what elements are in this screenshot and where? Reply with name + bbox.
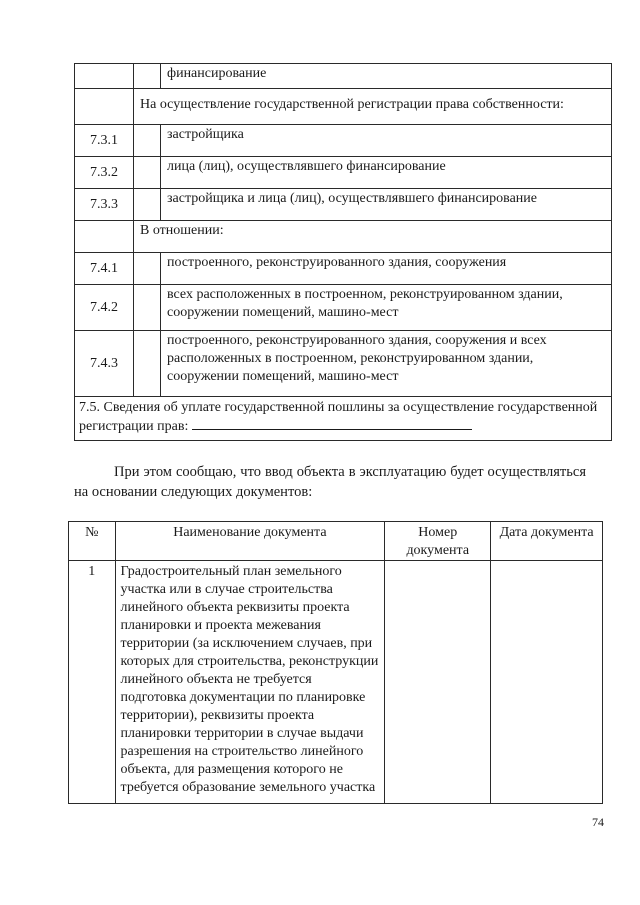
page-number: 74 xyxy=(592,815,604,829)
num-cell xyxy=(75,89,134,125)
row-text: построенного, реконструированного здания, сооружения xyxy=(161,253,612,285)
table-row xyxy=(75,157,612,189)
row-text: всех расположенных в построенном, реконструированном здании, сооружении помещений, машино-мест xyxy=(161,285,612,331)
empty-cell xyxy=(134,157,161,189)
empty-cell xyxy=(134,64,161,89)
empty-cell xyxy=(134,253,161,285)
table-row xyxy=(75,221,612,253)
doc-row-date[interactable] xyxy=(491,561,603,804)
state-fee-row xyxy=(75,397,612,441)
row-number: 7.3.3 xyxy=(75,189,134,221)
table-row xyxy=(75,331,612,397)
table-header-row xyxy=(69,522,603,561)
row-text: застройщика xyxy=(161,125,612,157)
table-row xyxy=(75,285,612,331)
doc-row-name: Градостроительный план земельного участка или в случае строительства линейного объекта реквизиты проекта планировки и проекта межевания территории (за исключением случаев, при которых для строительства, реконструкции линейного объекта не требуется подготовка документации по планировке территории), реквизиты проекта планировки территории в случае выдачи разрешения на строительство линейного объекта, для размещения которого не требуется образование земельного участка xyxy=(115,561,385,804)
header-date: Дата документа xyxy=(491,522,603,561)
table-row xyxy=(69,561,603,804)
empty-cell xyxy=(134,189,161,221)
row-number: 7.4.2 xyxy=(75,285,134,331)
doc-row-number[interactable] xyxy=(385,561,491,804)
num-cell xyxy=(75,64,134,89)
row-number: 7.3.1 xyxy=(75,125,134,157)
registration-rights-table xyxy=(74,63,612,441)
empty-cell xyxy=(134,285,161,331)
regarding-header: В отношении: xyxy=(134,221,612,253)
num-cell xyxy=(75,221,134,253)
row-text: лица (лиц), осуществлявшего финансирование xyxy=(161,157,612,189)
intro-paragraph: При этом сообщаю, что ввод объекта в эксплуатацию будет осуществляться на основании следующих документов: xyxy=(74,464,586,500)
row-number: 7.4.1 xyxy=(75,253,134,285)
empty-cell xyxy=(134,331,161,397)
row-text: построенного, реконструированного здания, сооружения и всех расположенных в построенном, реконструированном здании, сооружении помещений, машино-мест xyxy=(161,331,612,397)
row-financing-text: финансирование xyxy=(161,64,612,89)
header-doc-number: Номер документа xyxy=(385,522,491,561)
table-row xyxy=(75,125,612,157)
table-row xyxy=(75,64,612,89)
row-text: застройщика и лица (лиц), осуществлявшего финансирование xyxy=(161,189,612,221)
table-row xyxy=(75,253,612,285)
state-fee-text: 7.5. Сведения об уплате государственной пошлины за осуществление государственной регистрации прав: xyxy=(79,400,598,434)
row-number: 7.3.2 xyxy=(75,157,134,189)
fee-fill-line[interactable] xyxy=(192,417,472,430)
table-row xyxy=(75,89,612,125)
table-row xyxy=(75,397,612,441)
header-name: Наименование документа xyxy=(115,522,385,561)
table-row xyxy=(75,189,612,221)
doc-row-num: 1 xyxy=(69,561,116,804)
registration-header: На осуществление государственной регистрации права собственности: xyxy=(134,89,612,125)
documents-table xyxy=(68,521,603,804)
row-number: 7.4.3 xyxy=(75,331,134,397)
empty-cell xyxy=(134,125,161,157)
header-num: № xyxy=(69,522,116,561)
